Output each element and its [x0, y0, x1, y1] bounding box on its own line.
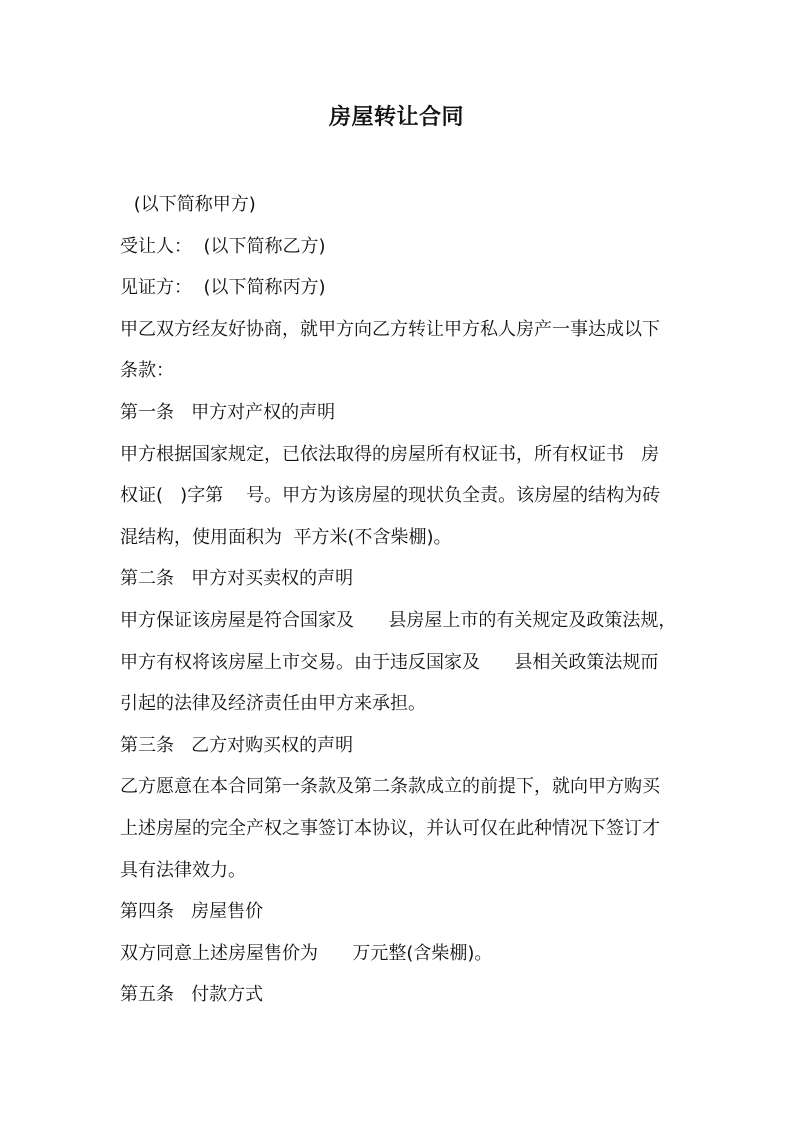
article-4-text-line-1: 双方同意上述房屋售价为 万元整(含柴棚)。	[120, 942, 493, 964]
article-1-text-line-1: 甲方根据国家规定，已依法取得的房屋所有权证书，所有权证书 房	[120, 443, 660, 465]
article-2-heading: 第二条 甲方对买卖权的声明	[120, 568, 354, 590]
article-1-text-line-2: 权证( )字第 号。甲方为该房屋的现状负全责。该房屋的结构为砖	[120, 485, 661, 507]
party-b-line: 受让人： (以下简称乙方)	[120, 235, 326, 257]
document-body	[120, 184, 685, 1016]
article-1-text-line-3: 混结构，使用面积为 平方米(不含柴棚)。	[120, 526, 452, 548]
article-3-text-line-2: 上述房屋的完全产权之事签订本协议，并认可仅在此种情况下签订才	[120, 817, 660, 839]
document-title: 房屋转让合同	[328, 105, 464, 130]
article-3-text-line-3: 具有法律效力。	[120, 859, 246, 881]
witness-line: 见证方： (以下简称丙方)	[120, 277, 326, 299]
article-2-text-line-3: 引起的法律及经济责任由甲方来承担。	[120, 693, 426, 715]
article-3-heading: 第三条 乙方对购买权的声明	[120, 734, 354, 756]
article-4-heading: 第四条 房屋售价	[120, 901, 264, 923]
party-a-line: (以下简称甲方)	[128, 194, 256, 215]
article-1-heading: 第一条 甲方对产权的声明	[120, 401, 336, 423]
article-3-text-line-1: 乙方愿意在本合同第一条款及第二条款成立的前提下，就向甲方购买	[120, 776, 660, 798]
article-5-heading: 第五条 付款方式	[120, 984, 264, 1006]
article-2-text-line-1: 甲方保证该房屋是符合国家及 县房屋上市的有关规定及政策法规，	[120, 609, 677, 631]
article-2-text-line-2: 甲方有权将该房屋上市交易。由于违反国家及 县相关政策法规而	[120, 651, 659, 673]
intro-paragraph-line-2: 条款：	[120, 360, 174, 382]
intro-paragraph-line-1: 甲乙双方经友好协商，就甲方向乙方转让甲方私人房产一事达成以下	[120, 318, 660, 340]
